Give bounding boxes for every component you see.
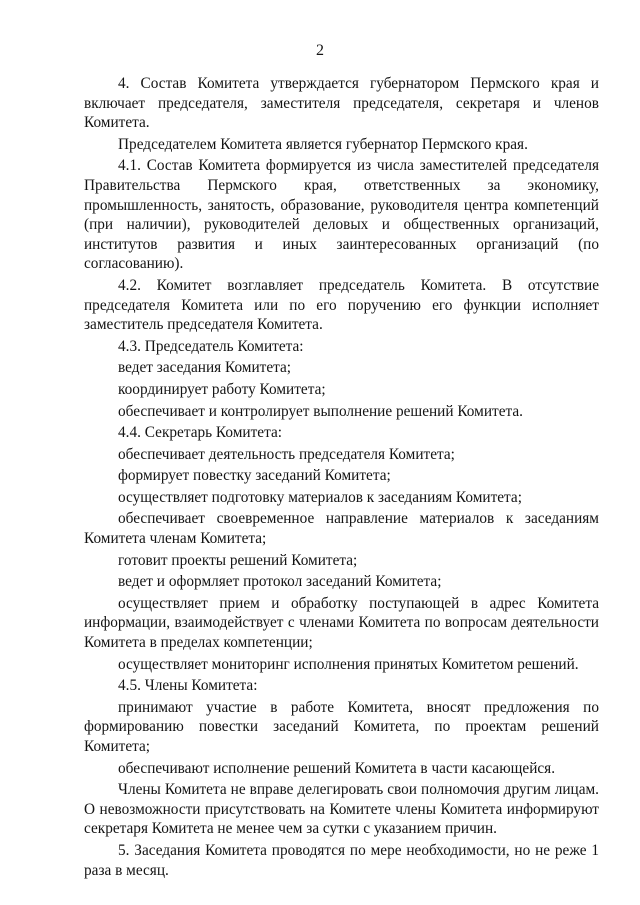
page-number: 2 (316, 42, 324, 59)
paragraph-4-5: 4.5. Члены Комитета: (118, 677, 258, 695)
list-item: ведет и оформляет протокол заседаний Комитета; (118, 573, 442, 591)
paragraph-chairman-governor: Председателем Комитета является губернатор Пермского края. (118, 135, 528, 153)
list-item: формирует повестку заседаний Комитета; (118, 467, 391, 485)
list-item: осуществляет подготовку материалов к заседаниям Комитета; (118, 488, 522, 506)
paragraph-4-3: 4.3. Председатель Комитета: (118, 337, 304, 355)
list-item: принимают участие в работе Комитета, вносят предложения по формированию повестки заседаний Комитета, по проектам решений Комитета; (84, 698, 599, 755)
list-item: обеспечивают исполнение решений Комитета в части касающейся. (118, 759, 556, 777)
list-item: готовит проекты решений Комитета; (118, 551, 358, 569)
list-item: осуществляет мониторинг исполнения принятых Комитетом решений. (118, 655, 579, 673)
paragraph-composition: 4. Состав Комитета утверждается губернатором Пермского края и включает председателя, заместителя председателя, секретаря и членов Комитета. (84, 75, 599, 132)
paragraph-4-2: 4.2. Комитет возглавляет председатель Комитета. В отсутствие председателя Комитета или по его поручению его функции исполняет заместитель председателя Комитета. (84, 276, 599, 334)
paragraph-delegation: Члены Комитета не вправе делегировать свои полномочия другим лицам. О невозможности присутствовать на Комитете члены Комитета информируют секретаря Комитета не менее чем за сутки с указанием причин. (84, 781, 599, 838)
paragraph-4-1: 4.1. Состав Комитета формируется из числа заместителей председателя Правительства Пермского края, ответственных за экономику, промышленность, занятость, образование, руководителя центра компетенций (при наличии), руководителей деловых и общественных организаций, институтов развития и иных заинтересованных организаций (по согласованию). (84, 157, 599, 273)
paragraph-5: 5. Заседания Комитета проводятся по мере необходимости, но не реже 1 раза в месяц. (84, 841, 599, 879)
list-item: обеспечивает деятельность председателя Комитета; (118, 445, 455, 463)
list-item: обеспечивает своевременное направление материалов к заседаниям Комитета членам Комитета; (84, 510, 599, 548)
document-body (84, 74, 599, 880)
list-item: ведет заседания Комитета; (118, 359, 292, 377)
list-item: обеспечивает и контролирует выполнение решений Комитета. (118, 402, 523, 420)
paragraph-4-4: 4.4. Секретарь Комитета: (118, 424, 282, 442)
list-item: осуществляет прием и обработку поступающей в адрес Комитета информации, взаимодействует с членами Комитета по вопросам деятельности Комитета в пределах компетенции; (84, 594, 599, 652)
list-item: координирует работу Комитета; (118, 380, 326, 398)
